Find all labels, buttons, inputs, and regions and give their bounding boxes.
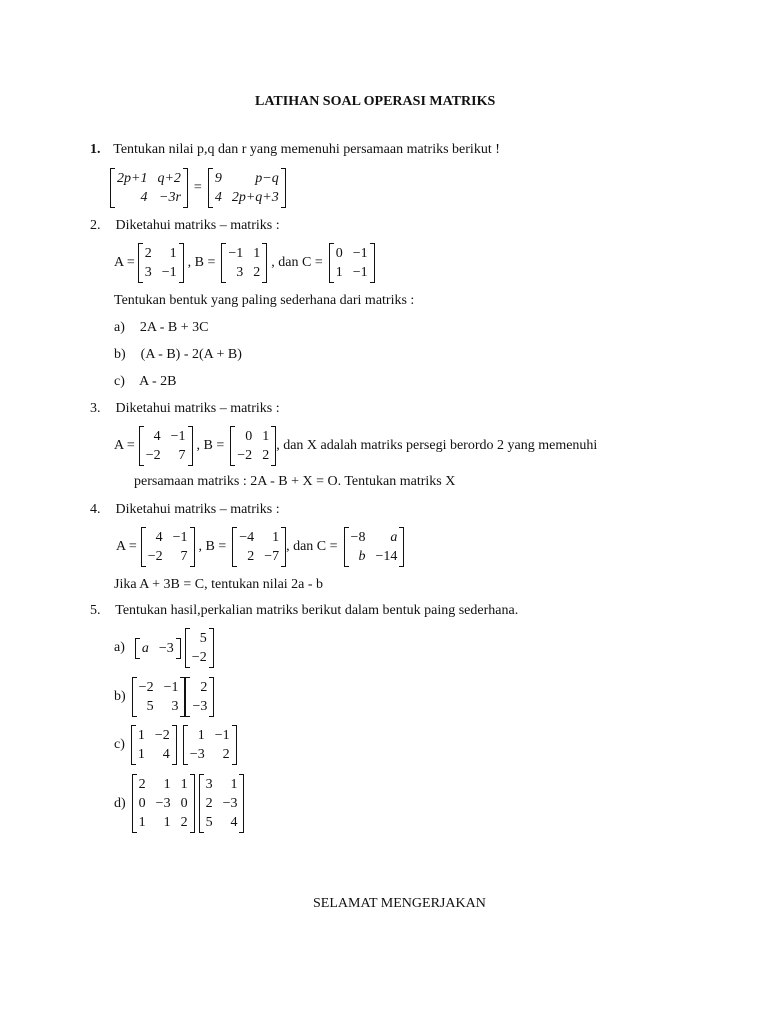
matrix-cell: a [390, 530, 398, 545]
matrix-cell: 4 [230, 815, 238, 830]
q3-matrices [114, 426, 597, 466]
matrix-cell: 1 [163, 815, 171, 830]
matrix-cell: −1 [161, 265, 177, 280]
matrix-cell: 1 [197, 728, 205, 743]
q2-item-a [114, 320, 208, 336]
q2-matrices [114, 243, 375, 283]
matrix-cell: −1 [228, 246, 244, 261]
matrix-cell: 9 [214, 171, 222, 186]
q2-number: 2. [90, 218, 101, 233]
matrix-cell: 2p+1 [117, 171, 148, 186]
matrix-cell: 0 [245, 429, 253, 444]
q2-instruction: Tentukan bentuk yang paling sederhana dari matriks : [114, 293, 415, 308]
q4-matrix-a [141, 527, 195, 567]
matrix-cell: −2 [237, 448, 253, 463]
matrix-cell: −3r [159, 190, 181, 205]
q5-d-matrix-1 [132, 774, 195, 833]
q5-b-matrix-2 [185, 677, 214, 717]
q1-equation [110, 168, 286, 208]
q3-tail: , dan X adalah matriks persegi berordo 2 yang memenuhi [276, 438, 598, 453]
matrix-cell: 3 [171, 699, 179, 714]
matrix-cell: a [141, 640, 149, 656]
q2-item-c-expr: A - 2B [139, 374, 177, 389]
q5-item-a-label: a) [114, 640, 125, 655]
q3-line2: persamaan matriks : 2A - B + X = O. Tentukan matriks X [134, 474, 456, 489]
matrix-cell: −3 [222, 796, 238, 811]
q2-matrix-a [138, 243, 184, 283]
page-title: LATIHAN SOAL OPERASI MATRIKS [255, 94, 496, 109]
q3-number: 3. [90, 401, 101, 416]
matrix-cell: 1 [262, 429, 270, 444]
q2-item-b-expr: (A - B) - 2(A + B) [140, 347, 242, 362]
matrix-cell: 1 [335, 265, 343, 280]
q2-item-c-label: c) [114, 374, 125, 389]
q4-question: Jika A + 3B = C, tentukan nilai 2a - b [114, 577, 324, 592]
matrix-cell: −3 [158, 640, 174, 656]
matrix-cell: 1 [137, 747, 145, 762]
matrix-cell: −4 [239, 530, 255, 545]
matrix-cell: 3 [205, 777, 213, 792]
matrix-cell: 1 [230, 777, 238, 792]
q2-item-a-label: a) [114, 320, 125, 335]
matrix-cell: 4 [162, 747, 170, 762]
q2-c-label: , dan C = [271, 255, 323, 270]
q2-item-b-label: b) [114, 347, 126, 362]
q1-heading [90, 142, 500, 158]
q3-text: Diketahui matriks – matriks : [115, 401, 280, 416]
matrix-cell: 0 [180, 796, 188, 811]
matrix-cell: 2 [262, 448, 270, 463]
q1-equals: = [193, 180, 202, 195]
q5-a-matrix-2 [185, 628, 214, 668]
q2-item-c [114, 374, 176, 390]
q3-heading [90, 401, 280, 417]
matrix-cell: 2 [138, 777, 146, 792]
q1-rhs-matrix [208, 168, 286, 208]
q5-item-b [114, 677, 214, 717]
q3-matrix-b [230, 426, 276, 466]
q2-item-a-expr: 2A - B + 3C [139, 320, 209, 335]
q2-matrix-c [329, 243, 375, 283]
q1-text: Tentukan nilai p,q dan r yang memenuhi persamaan matriks berikut ! [113, 142, 500, 157]
matrix-cell: −8 [350, 530, 366, 545]
matrix-cell: −1 [172, 530, 188, 545]
q5-b-matrix-1 [132, 677, 186, 717]
closing-text: SELAMAT MENGERJAKAN [313, 896, 486, 911]
matrix-cell: 1 [272, 530, 280, 545]
matrix-cell: 4 [155, 530, 163, 545]
matrix-cell: −2 [191, 650, 207, 665]
q3-matrix-a [139, 426, 193, 466]
matrix-cell: 1 [169, 246, 177, 261]
matrix-cell: 3 [144, 265, 152, 280]
matrix-cell: −3 [192, 699, 208, 714]
matrix-cell: −1 [163, 680, 179, 695]
q3-b-label: , B = [196, 438, 225, 453]
q4-b-label: , B = [198, 539, 227, 554]
q5-a-matrix-1 [135, 638, 181, 659]
matrix-cell: 7 [178, 448, 186, 463]
matrix-cell: 2 [205, 796, 213, 811]
matrix-cell: 2 [180, 815, 188, 830]
matrix-cell: −2 [138, 680, 154, 695]
matrix-cell: −3 [155, 796, 171, 811]
q5-item-c [114, 725, 237, 765]
matrix-cell: 1 [180, 777, 188, 792]
matrix-cell: 2 [222, 747, 230, 762]
q5-item-a [114, 628, 214, 668]
q4-a-label: A = [116, 539, 137, 554]
q5-c-matrix-2 [183, 725, 237, 765]
q4-heading [90, 502, 280, 518]
matrix-cell: −2 [147, 549, 163, 564]
matrix-cell: −1 [352, 246, 368, 261]
q4-c-label: , dan C = [286, 539, 338, 554]
matrix-cell: 2 [247, 549, 255, 564]
q2-b-label: , B = [187, 255, 216, 270]
matrix-cell: 3 [236, 265, 244, 280]
matrix-cell: −3 [189, 747, 205, 762]
matrix-cell: 2p+q+3 [231, 190, 279, 205]
q4-matrix-c [344, 527, 405, 567]
matrix-cell: −14 [375, 549, 398, 564]
q4-matrices [116, 527, 404, 567]
q4-number: 4. [90, 502, 101, 517]
matrix-cell: q+2 [157, 171, 181, 186]
matrix-cell: 5 [199, 631, 207, 646]
matrix-cell: 2 [144, 246, 152, 261]
matrix-cell: 4 [140, 190, 148, 205]
q5-d-matrix-2 [199, 774, 245, 833]
matrix-cell: 7 [180, 549, 188, 564]
q2-item-b [114, 347, 242, 363]
matrix-cell: 4 [214, 190, 222, 205]
matrix-cell: 1 [253, 246, 261, 261]
matrix-cell: b [358, 549, 366, 564]
q3-a-label: A = [114, 438, 135, 453]
matrix-cell: 0 [335, 246, 343, 261]
q5-item-d-label: d) [114, 795, 126, 811]
matrix-cell: −2 [145, 448, 161, 463]
matrix-cell: 1 [137, 728, 145, 743]
q4-matrix-b [232, 527, 286, 567]
matrix-cell: 4 [153, 429, 161, 444]
q1-number: 1. [90, 142, 101, 157]
matrix-cell: −1 [170, 429, 186, 444]
matrix-cell: 1 [163, 777, 171, 792]
matrix-cell: 5 [205, 815, 213, 830]
matrix-cell: 2 [200, 680, 208, 695]
matrix-cell: 1 [138, 815, 146, 830]
q2-matrix-b [221, 243, 267, 283]
matrix-cell: p−q [255, 171, 279, 186]
q2-text: Diketahui matriks – matriks : [115, 218, 280, 233]
matrix-cell: −2 [154, 728, 170, 743]
matrix-cell: 0 [138, 796, 146, 811]
q4-text: Diketahui matriks – matriks : [115, 502, 280, 517]
q5-item-b-label: b) [114, 689, 126, 704]
matrix-cell: −1 [352, 265, 368, 280]
q2-a-label: A = [114, 255, 135, 270]
q1-lhs-matrix [110, 168, 188, 208]
q2-heading [90, 218, 280, 234]
q5-item-c-label: c) [114, 737, 125, 752]
q5-c-matrix-1 [131, 725, 177, 765]
matrix-cell: 2 [253, 265, 261, 280]
q5-number: 5. [90, 603, 101, 618]
q5-heading [90, 603, 518, 619]
q5-text: Tentukan hasil,perkalian matriks berikut dalam bentuk paing sederhana. [115, 603, 519, 618]
matrix-cell: 5 [146, 699, 154, 714]
q5-item-d [114, 774, 244, 833]
matrix-cell: −7 [264, 549, 280, 564]
matrix-cell: −1 [214, 728, 230, 743]
